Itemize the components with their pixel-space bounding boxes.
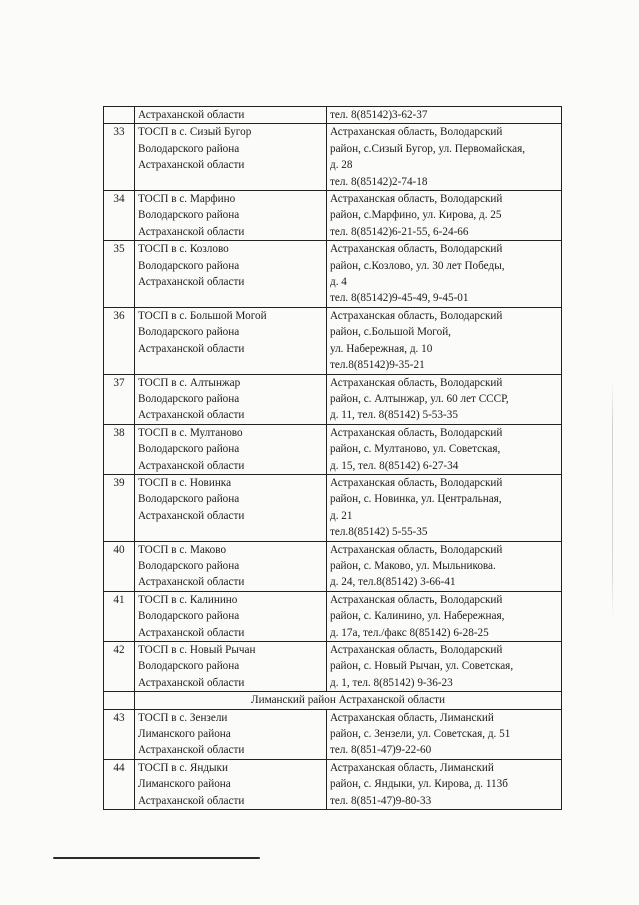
office-name-cell — [135, 241, 327, 308]
office-name-line: Астраханской области — [138, 276, 245, 289]
address-cell — [327, 759, 562, 809]
table-row — [104, 241, 562, 308]
row-number: 44 — [104, 759, 135, 809]
office-name-line: ТОСП в с. Козлово — [138, 243, 229, 256]
office-name-cell — [135, 424, 327, 474]
table-row — [104, 474, 562, 541]
address-line: Астраханская область, Володарский — [330, 644, 503, 656]
office-name-cell — [135, 307, 327, 374]
address-line: д. 17а, тел./факс 8(85142) 6-28-25 — [330, 626, 489, 639]
address-line: район, с.Козлово, ул. 30 лет Победы, — [330, 259, 505, 272]
row-number: 40 — [104, 541, 135, 591]
address-cell — [327, 591, 562, 641]
address-cell — [327, 191, 562, 241]
row-number: 39 — [104, 474, 135, 541]
office-name-line: ТОСП в с. Марфино — [138, 193, 236, 206]
table-row — [104, 642, 562, 692]
row-number: 41 — [104, 591, 135, 641]
office-name-line: Астраханской области — [138, 744, 245, 757]
office-name-cell — [135, 591, 327, 641]
address-line: район, с. Новый Рычан, ул. Советская, — [330, 660, 514, 673]
office-name-cell — [135, 191, 327, 241]
office-name-line: Лиманского района — [138, 778, 231, 791]
row-number: 36 — [104, 307, 135, 374]
table-row — [104, 191, 562, 241]
office-name-line: Астраханской области — [138, 576, 245, 589]
office-name-line: Володарского района — [138, 660, 240, 673]
table-row — [104, 709, 562, 759]
table-row — [104, 541, 562, 591]
table-row — [104, 107, 562, 124]
office-name-line: ТОСП в с. Сизый Бугор — [138, 126, 252, 139]
address-line: тел.8(85142) 5-55-35 — [330, 526, 428, 539]
address-cell — [327, 424, 562, 474]
address-line: Астраханская область, Лиманский — [330, 761, 494, 774]
address-cell — [327, 474, 562, 541]
table-row — [104, 307, 562, 374]
row-number: 37 — [104, 374, 135, 424]
address-line: район, с. Маково, ул. Мыльникова. — [330, 559, 496, 572]
address-line: д. 11, тел. 8(85142) 5-53-35 — [330, 409, 458, 422]
office-name-line: Володарского района — [138, 209, 240, 222]
office-name-cell — [135, 107, 327, 124]
address-line: Астраханская область, Володарский — [330, 309, 503, 322]
address-cell — [327, 709, 562, 759]
address-line: тел. 8(85142)2-74-18 — [330, 175, 428, 188]
address-line: район, с.Сизый Бугор, ул. Первомайская, — [330, 142, 526, 155]
address-cell — [327, 241, 562, 308]
address-line: Астраханская область, Володарский — [330, 376, 503, 389]
row-number — [104, 107, 135, 124]
row-number: 42 — [104, 642, 135, 692]
office-name-line: ТОСП в с. Яндыки — [138, 761, 228, 774]
office-name-cell — [135, 374, 327, 424]
address-line: тел. 8(85142)3-62-37 — [330, 109, 428, 121]
office-name-line: ТОСП в с. Новинка — [138, 476, 232, 489]
registry-table-body — [104, 107, 562, 810]
table-row — [104, 591, 562, 641]
address-line: Астраханская область, Володарский — [330, 243, 503, 256]
address-line: Астраханская область, Володарский — [330, 426, 503, 439]
address-cell — [327, 107, 562, 124]
address-cell — [327, 541, 562, 591]
footer-rule — [53, 857, 260, 859]
address-line: Астраханская область, Лиманский — [330, 711, 494, 724]
address-line: д. 28 — [330, 159, 353, 172]
registry-table — [103, 106, 562, 810]
office-name-line: Володарского района — [138, 326, 240, 339]
office-name-line: ТОСП в с. Маково — [138, 543, 227, 556]
office-name-line: ТОСП в с. Новый Рычан — [138, 644, 256, 656]
office-name-line: ТОСП в с. Зензели — [138, 711, 228, 724]
row-number: 34 — [104, 191, 135, 241]
address-line: Астраханская область, Володарский — [330, 126, 503, 139]
address-line: район, с. Калинино, ул. Набережная, — [330, 610, 505, 623]
table-row — [104, 124, 562, 191]
office-name-line: Астраханской области — [138, 225, 245, 238]
office-name-cell — [135, 474, 327, 541]
address-cell — [327, 374, 562, 424]
address-line: район, с. Мултаново, ул. Советская, — [330, 443, 501, 456]
office-name-line: Володарского района — [138, 142, 240, 155]
office-name-line: Лиманского района — [138, 728, 231, 741]
address-line: д. 21 — [330, 509, 353, 522]
address-line: Астраханская область, Володарский — [330, 593, 503, 606]
address-cell — [327, 124, 562, 191]
office-name-cell — [135, 759, 327, 809]
office-name-line: Володарского района — [138, 493, 240, 506]
row-number: 33 — [104, 124, 135, 191]
address-line: д. 15, тел. 8(85142) 6-27-34 — [330, 459, 459, 472]
row-number: 43 — [104, 709, 135, 759]
section-header-row — [104, 692, 562, 709]
office-name-cell — [135, 124, 327, 191]
address-line: Астраханская область, Володарский — [330, 543, 503, 556]
address-line: район, с.Марфино, ул. Кирова, д. 25 — [330, 209, 502, 222]
office-name-line: Астраханской области — [138, 409, 245, 422]
address-line: д. 4 — [330, 276, 347, 289]
office-name-line: Володарского района — [138, 559, 240, 572]
office-name-line: Володарского района — [138, 259, 240, 272]
address-line: тел. 8(85142)9-45-49, 9-45-01 — [330, 292, 469, 305]
office-name-line: Володарского района — [138, 443, 240, 456]
row-number: 35 — [104, 241, 135, 308]
table-row — [104, 759, 562, 809]
office-name-line: Астраханской области — [138, 342, 245, 355]
address-cell — [327, 307, 562, 374]
scan-artifact — [612, 380, 613, 620]
address-line: район, с. Яндыки, ул. Кирова, д. 113б — [330, 778, 508, 791]
section-title: Лиманский район Астраханской области — [135, 692, 562, 709]
address-line: тел. 8(85142)6-21-55, 6-24-66 — [330, 225, 469, 238]
address-line: Астраханская область, Володарский — [330, 476, 503, 489]
office-name-line: Астраханской области — [138, 794, 245, 807]
office-name-line: Астраханской области — [138, 159, 245, 172]
office-name-cell — [135, 709, 327, 759]
table-row — [104, 374, 562, 424]
office-name-cell — [135, 642, 327, 692]
office-name-cell — [135, 541, 327, 591]
address-line: район, с.Большой Могой, — [330, 326, 451, 339]
address-line: район, с. Алтынжар, ул. 60 лет СССР, — [330, 392, 509, 405]
office-name-line: Астраханской области — [138, 676, 245, 689]
office-name-line: ТОСП в с. Большой Могой — [138, 309, 267, 322]
address-line: район, с. Новинка, ул. Центральная, — [330, 493, 502, 506]
office-name-line: Астраханской области — [138, 509, 245, 522]
address-line: д. 1, тел. 8(85142) 9-36-23 — [330, 676, 453, 689]
address-line: д. 24, тел.8(85142) 3-66-41 — [330, 576, 456, 589]
office-name-line: Астраханской области — [138, 626, 245, 639]
section-number-cell — [104, 692, 135, 709]
table-row — [104, 424, 562, 474]
office-name-line: ТОСП в с. Алтынжар — [138, 376, 241, 389]
office-name-line: Астраханской области — [138, 459, 245, 472]
address-line: тел.8(85142)9-35-21 — [330, 359, 425, 372]
office-name-line: Володарского района — [138, 392, 240, 405]
address-line: тел. 8(851-47)9-22-60 — [330, 744, 432, 757]
address-cell — [327, 642, 562, 692]
office-name-line: Астраханской области — [138, 109, 245, 121]
address-line: район, с. Зензели, ул. Советская, д. 51 — [330, 728, 511, 741]
office-name-line: ТОСП в с. Мултаново — [138, 426, 243, 439]
address-line: ул. Набережная, д. 10 — [330, 342, 433, 355]
address-line: тел. 8(851-47)9-80-33 — [330, 794, 432, 807]
office-name-line: ТОСП в с. Калинино — [138, 593, 238, 606]
office-name-line: Володарского района — [138, 610, 240, 623]
row-number: 38 — [104, 424, 135, 474]
address-line: Астраханская область, Володарский — [330, 193, 503, 206]
